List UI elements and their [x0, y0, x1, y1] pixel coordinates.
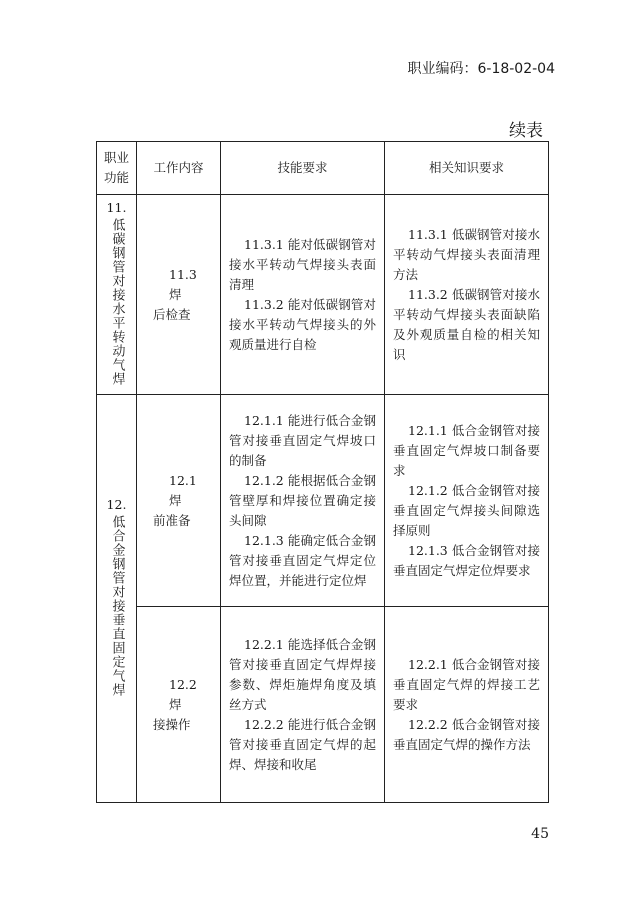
work-content-cell	[137, 607, 221, 803]
knowledge-item: 12.2.1 低合金钢管对接垂直固定气焊的焊接工艺要求	[393, 656, 540, 712]
table-row	[97, 395, 549, 607]
knowledge-cell	[385, 607, 549, 803]
page-number: 45	[531, 826, 549, 842]
work-content-cell	[137, 395, 221, 607]
skill-requirements-table	[96, 141, 549, 803]
knowledge-item: 12.2.2 低合金钢管对接垂直固定气焊的操作方法	[393, 716, 540, 752]
skill-item: 12.2.1 能选择低合金钢管对接垂直固定气焊焊接参数、焊炬施焊角度及填丝方式	[229, 636, 376, 712]
function-cell	[97, 395, 137, 803]
work-content-line2: 前准备	[153, 512, 191, 528]
knowledge-item: 12.1.2 低合金钢管对接垂直固定气焊接头间隙选择原则	[393, 482, 540, 538]
work-content-line1: 11.3 焊	[169, 266, 197, 302]
function-cell	[97, 195, 137, 395]
continued-table-label: 续表	[509, 121, 543, 141]
header-work-content: 工作内容	[137, 142, 221, 195]
work-content-line1: 12.2 焊	[169, 676, 197, 712]
skill-cell	[221, 195, 385, 395]
knowledge-cell	[385, 395, 549, 607]
knowledge-cell	[385, 195, 549, 395]
header-knowledge-requirements: 相关知识要求	[385, 142, 549, 195]
occupation-code: 职业编码：6-18-02-04	[407, 61, 555, 77]
knowledge-item: 11.3.2 低碳钢管对接水平转动气焊接头表面缺陷及外观质量自检的相关知识	[393, 286, 540, 362]
skill-item: 12.1.1 能进行低合金钢管对接垂直固定气焊坡口的制备	[229, 412, 376, 468]
skill-item: 11.3.2 能对低碳钢管对接水平转动气焊接头的外观质量进行自检	[229, 296, 376, 352]
skill-item: 12.1.3 能确定低合金钢管对接垂直固定气焊定位焊位置，并能进行定位焊	[229, 532, 376, 588]
work-content-cell	[137, 195, 221, 395]
skill-item: 12.2.2 能进行低合金钢管对接垂直固定气焊的起焊、焊接和收尾	[229, 716, 376, 772]
function-number: 12.	[106, 496, 127, 512]
function-text: 低碳钢管对接水平转动气焊	[109, 217, 125, 386]
table-header-row	[97, 142, 549, 195]
skill-cell	[221, 395, 385, 607]
header-function: 职业功能	[97, 142, 137, 195]
work-content-line2: 后检查	[153, 306, 191, 322]
skill-item: 11.3.1 能对低碳钢管对接水平转动气焊接头表面清理	[229, 236, 376, 292]
work-content-line2: 接操作	[153, 716, 191, 732]
table-row	[97, 195, 549, 395]
skill-item: 12.1.2 能根据低合金钢管壁厚和焊接位置确定接头间隙	[229, 472, 376, 528]
skill-cell	[221, 607, 385, 803]
work-content-line1: 12.1 焊	[169, 472, 197, 508]
knowledge-item: 11.3.1 低碳钢管对接水平转动气焊接头表面清理方法	[393, 226, 540, 282]
table-row	[97, 607, 549, 803]
function-text: 低合金钢管对接垂直固定气焊	[109, 514, 125, 697]
header-skill-requirements: 技能要求	[221, 142, 385, 195]
knowledge-item: 12.1.3 低合金钢管对接垂直固定气焊定位焊要求	[393, 542, 540, 578]
function-number: 11.	[106, 199, 127, 215]
knowledge-item: 12.1.1 低合金钢管对接垂直固定气焊坡口制备要求	[393, 422, 540, 478]
